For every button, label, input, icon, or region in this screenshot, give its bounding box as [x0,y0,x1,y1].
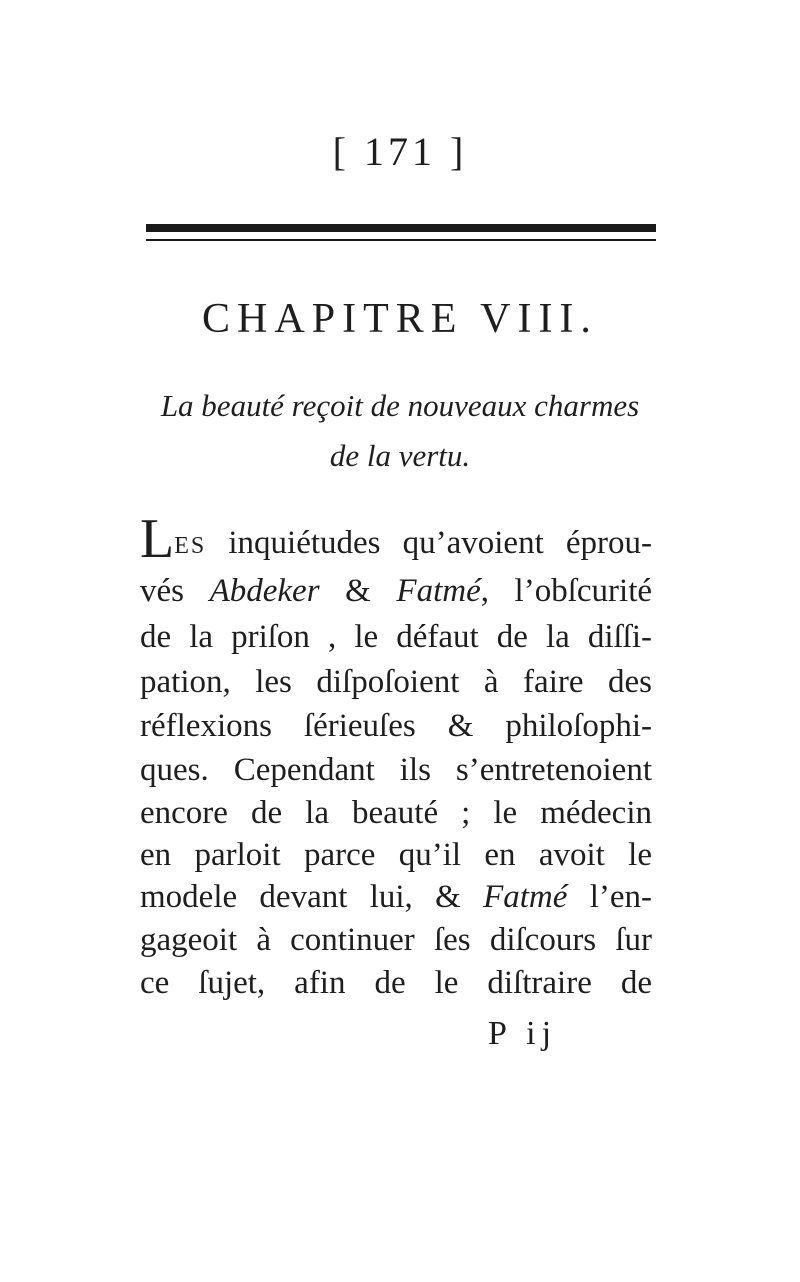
chapter-title: CHAPITRE VIII. [202,296,598,342]
chapter-subtitle-line-1: La beauté reçoit de nouveaux charmes [160,388,640,423]
page-number: [ 171 ] [332,129,468,174]
body-line-4: pation, les diſpoſoient à faire des [140,664,652,700]
body-line-11: ce ſujet, afin de le diſtraire de [140,965,652,1001]
name-abdeker: Abdeker [209,573,320,609]
small-caps-text: ES [174,533,207,559]
header-rule-thin [146,239,656,241]
body-text: modele devant lui, & [140,879,484,915]
body-line-9 [140,877,652,917]
header-rule-thick [146,224,656,232]
body-line-5: réflexions ſérieuſes & philoſophi- [140,708,652,744]
body-line-10: gageoit à continuer ſes diſcours ſur [140,922,652,958]
body-text: vés [140,573,210,609]
signature-mark: P ij [488,1015,558,1052]
body-line-6: ques. Cependant ils s’entretenoient [140,752,652,788]
body-text: , l’obſcurité [480,573,653,609]
body-line-8: en parloit parce qu’il en avoit le [140,837,652,873]
body-line-3: de la priſon , le défaut de la diſſi- [140,619,652,655]
chapter-subtitle-line-2: de la vertu. [329,438,471,473]
body-line-1 [140,508,652,570]
body-text: & [319,573,397,609]
name-fatme: Fatmé [396,573,481,609]
name-fatme: Fatmé [483,879,568,915]
body-text: inquiétudes qu’avoient éprou- [206,525,652,561]
drop-cap: L [140,508,175,570]
body-line-2 [140,571,652,611]
body-text: l’en- [567,879,652,915]
body-line-7: encore de la beauté ; le médecin [140,795,652,831]
